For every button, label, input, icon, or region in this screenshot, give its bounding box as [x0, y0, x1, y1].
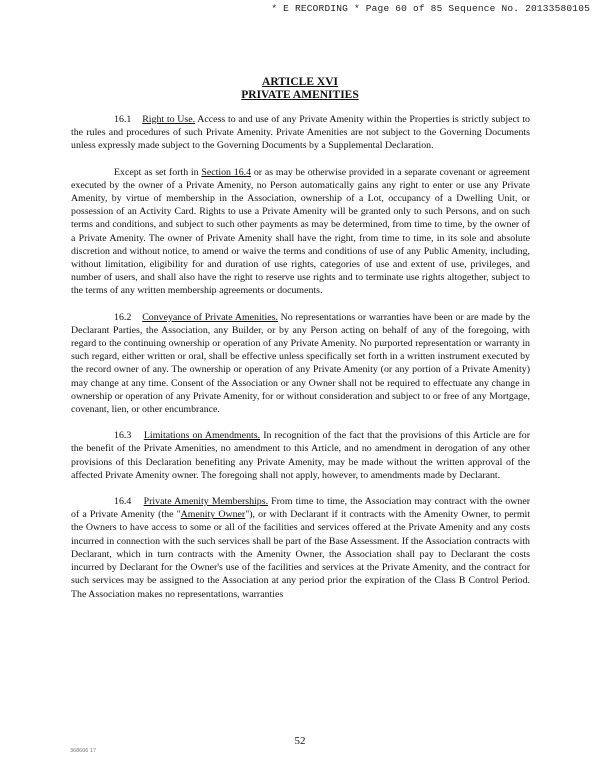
page-number: 52 [294, 735, 306, 747]
section-number: 16.1 [114, 114, 132, 125]
section-text: "), or with Declarant if it contracts with the Amenity Owner, to permit the Owners to have access to some or all of the facilities and services offered at the Private Amenity and any costs incurred in connection with the such services shall be part of the Base Assessment. If the Association contracts with Declarant, which in turn contracts with the Amenity Owner, the Association shall pay to Declarant the costs incurred by Declarant for the Owner's use of the facilities and services at the Private Amenity, and the contract for such services may be assigned to the Association at any period prior the expiration of the Class B Control Period. The Association makes no representations, warranties [71, 509, 530, 600]
paragraph-16-3 [71, 429, 530, 482]
section-text: In recognition of the fact that the provisions of this Article are for the benefit of the Private Amenities, no amendment to this Article, and no amendment in derogation of any other provisions of this Declaration benefiting any Private Amenity, may be made without the written approval of the affected Private Amenity owner. The foregoing shall not apply, however, to amendments made by Declarant. [71, 430, 530, 481]
section-heading: Private Amenity Memberships. [143, 496, 269, 508]
recording-stamp: * E RECORDING * Page 60 of 85 Sequence No. 20133580105 [271, 3, 590, 14]
section-heading: Conveyance of Private Amenities. [142, 311, 278, 323]
section-text: or as may be otherwise provided in a separate covenant or agreement executed by the owner of a Private Amenity, no Person automatically gains any right to enter or use any Private Amenity, by virtue of membership in the Association, ownership of a Lot, occupancy of a Dwelling Unit, or possession of an Activity Card. Rights to use a Private Amenity will be granted only to such Persons, and on such terms and conditions, and subject to such other payments as may be determined, from time to time, by the owner of a Private Amenity. The owner of Private Amenity shall have the right, from time to time, in its sole and absolute discretion and without notice, to amend or waive the terms and conditions of use of any Public Amenity, including, without limitation, eligibility for and duration of use rights, categories of use and extent of use, privileges, and number of users, and shall also have the right to reserve use rights and to terminate use rights altogether, subject to the terms of any written membership agreements or documents. [71, 166, 530, 297]
section-reference-link: Section 16.4 [201, 166, 252, 178]
article-number: ARTICLE XVI [262, 76, 338, 88]
article-heading [0, 76, 600, 102]
section-number: 16.3 [114, 430, 132, 442]
article-title: PRIVATE AMENITIES [241, 89, 359, 101]
defined-term: Amenity Owner [180, 509, 246, 521]
section-number: 16.4 [114, 496, 132, 508]
paragraph-16-4 [71, 495, 530, 601]
section-heading: Right to Use. [142, 114, 196, 125]
section-text: Except as set forth in [114, 166, 202, 178]
paragraph-16-2 [71, 311, 530, 417]
section-text: No representations or warranties have been or are made by the Declarant Parties, the Association, any Builder, or by any Person acting on behalf of any of the foregoing, with regard to the continuing ownership or operation of any Private Amenity. No purported representation or warranty in such regard, either written or oral, shall be effective unless specifically set forth in a written instrument executed by the record owner of any. The ownership or operation of any Private Amenity (or any portion of a Private Amenity) may change at any time. Consent of the Association or any Owner shall not be required to effectuate any change in ownership or operation of any Private Amenity, for or without consideration and subject to or free of any Mortgage, covenant, lien, or other encumbrance. [71, 311, 530, 416]
document-code: 368606 17 [70, 748, 96, 754]
section-text: Access to and use of any Private Amenity within the Properties is strictly subject to the rules and procedures of such Private Amenity. Private Amenities are not subject to the Governing Documents unless expressly made subject to the Governing Documents by a Supplemental Declaration. [71, 114, 530, 152]
section-number: 16.2 [114, 311, 132, 323]
paragraph-16-1-continued [71, 166, 530, 298]
section-text: From time to time, the Association may contract with the owner of a Private Amenity (the " [71, 496, 530, 521]
paragraph-16-1 [71, 113, 530, 153]
document-body [71, 113, 530, 614]
section-heading: Limitations on Amendments. [143, 430, 261, 442]
